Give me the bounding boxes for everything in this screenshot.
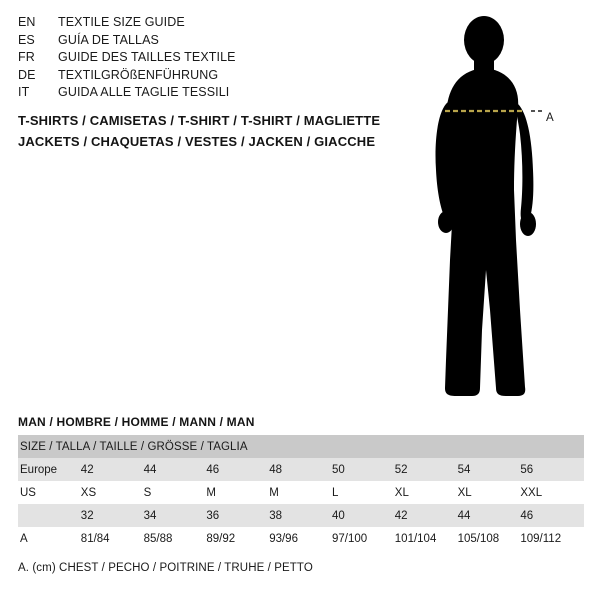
table-cell: 48	[269, 458, 332, 481]
table-cell: 93/96	[269, 527, 332, 550]
table-cell: XL	[458, 481, 521, 504]
table-cell: 46	[520, 504, 584, 527]
table-row	[18, 481, 584, 504]
table-cell: 97/100	[332, 527, 395, 550]
language-row	[18, 32, 398, 50]
body-silhouette-figure	[400, 10, 600, 410]
language-code: ES	[18, 32, 35, 47]
table-cell: 36	[206, 504, 269, 527]
category-line-tshirts: T-SHIRTS / CAMISETAS / T-SHIRT / T-SHIRT / MAGLIETTE	[18, 113, 381, 128]
table-row	[18, 527, 584, 550]
table-cell: XS	[81, 481, 144, 504]
size-table	[18, 435, 584, 550]
table-header-label: SIZE / TALLA / TAILLE / GRÖSSE / TAGLIA	[18, 435, 584, 458]
language-code: FR	[18, 50, 35, 64]
table-cell: 81/84	[81, 527, 144, 550]
row-label: Europe	[18, 458, 81, 481]
table-footnote: A. (cm) CHEST / PECHO / POITRINE / TRUHE / PETTO	[18, 562, 313, 574]
language-title: GUIDE DES TAILLES TEXTILE	[58, 50, 236, 64]
language-code: IT	[18, 85, 30, 99]
row-label	[18, 504, 81, 527]
silhouette-icon	[400, 10, 600, 410]
garment-category-block	[18, 110, 418, 152]
table-cell: 52	[395, 458, 458, 481]
table-title: MAN / HOMBRE / HOMME / MANN / MAN	[18, 415, 255, 429]
language-title: GUÍA DE TALLAS	[58, 32, 159, 47]
row-label: US	[18, 481, 81, 504]
language-row	[18, 67, 398, 85]
language-row	[18, 14, 398, 32]
table-cell: 105/108	[458, 527, 521, 550]
language-title: TEXTILE SIZE GUIDE	[58, 15, 185, 29]
language-title: GUIDA ALLE TAGLIE TESSILI	[58, 85, 230, 99]
table-cell: 42	[395, 504, 458, 527]
language-header-block	[18, 14, 398, 102]
table-cell: 109/112	[520, 527, 584, 550]
table-cell: M	[206, 481, 269, 504]
table-cell: XXL	[520, 481, 584, 504]
table-row	[18, 504, 584, 527]
table-cell: 44	[144, 458, 207, 481]
table-cell: 89/92	[206, 527, 269, 550]
language-code: DE	[18, 67, 36, 82]
table-cell: 85/88	[144, 527, 207, 550]
language-row	[18, 84, 398, 102]
table-cell: S	[144, 481, 207, 504]
table-cell: 44	[458, 504, 521, 527]
language-code: EN	[18, 15, 36, 29]
table-cell: 38	[269, 504, 332, 527]
table-cell: 56	[520, 458, 584, 481]
table-cell: XL	[395, 481, 458, 504]
table-row	[18, 458, 584, 481]
table-cell: 34	[144, 504, 207, 527]
table-cell: 32	[81, 504, 144, 527]
row-label: A	[18, 527, 81, 550]
table-cell: 101/104	[395, 527, 458, 550]
table-cell: 46	[206, 458, 269, 481]
table-cell: M	[269, 481, 332, 504]
language-title: TEXTILGRÖßENFÜHRUNG	[58, 67, 219, 82]
table-cell: L	[332, 481, 395, 504]
measurement-marker-label: A	[546, 112, 555, 124]
table-cell: 40	[332, 504, 395, 527]
table-cell: 54	[458, 458, 521, 481]
table-cell: 50	[332, 458, 395, 481]
language-row	[18, 49, 398, 67]
category-line-jackets: JACKETS / CHAQUETAS / VESTES / JACKEN / GIACCHE	[18, 134, 376, 149]
table-cell: 42	[81, 458, 144, 481]
size-table-block	[18, 415, 584, 574]
table-header-row	[18, 435, 584, 458]
